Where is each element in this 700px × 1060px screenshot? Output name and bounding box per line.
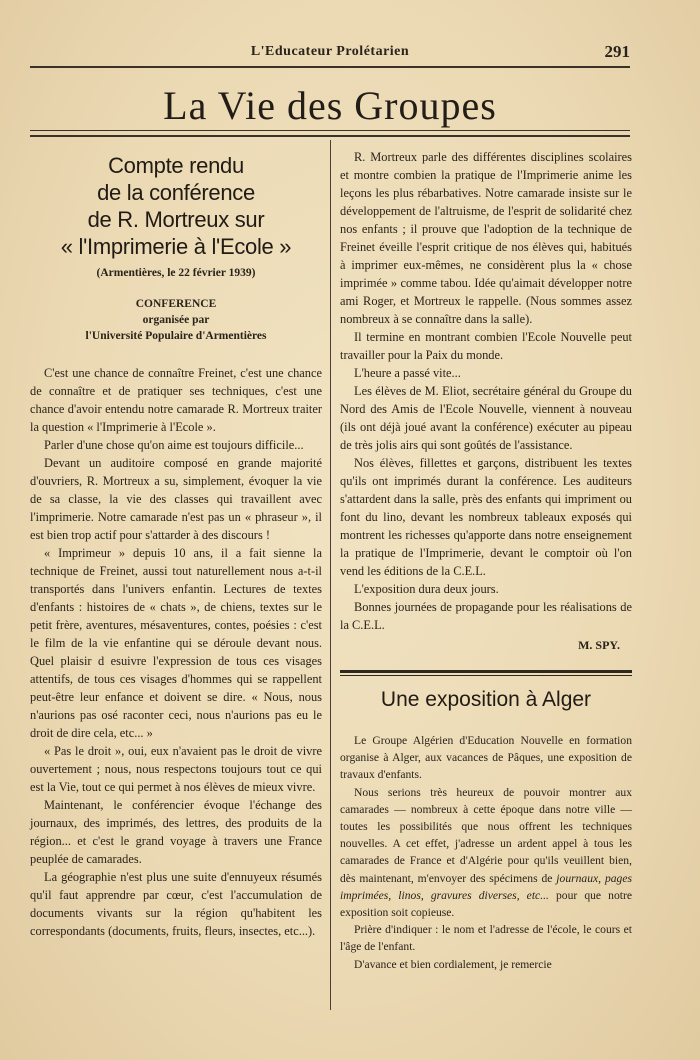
paragraph: Bonnes journées de propagande pour les réalisations de la C.E.L. [340,600,632,632]
exposition-article [340,732,632,973]
running-header [30,40,630,68]
paragraph: Nos élèves, fillettes et garçons, distribuent les textes qu'ils ont imprimés durant la conférence. Les auditeurs s'attardent dans la salle, près des enfants qui impriment ou font du lino, devant les nombreux tableaux exposés qui montrent les richesses qu'apporte dans notre enseignement la pratique de l'Imprimerie, devant le comptoir où l'on vend les éditions de la C.E.L. [340,456,632,578]
conference-heading [30,296,322,344]
paragraph: D'avance et bien cordialement, je remercie [354,957,552,971]
paragraph: « Pas le droit », oui, eux n'avaient pas le droit de vivre ouvertement ; nous, nous respectons toujours tout ce qui est la Vie, tout ce qui permet à nos élèves de mieux vivre. [30,744,322,794]
conference-label: CONFERENCE [135,298,217,310]
left-column [30,148,322,940]
paragraph: « Imprimeur » depuis 10 ans, il a fait sienne la technique de Freinet, aussi tout naturellement nous a-t-il transportés dans l'univers enfantin. Lectures de textes d'enfants : histoires de « chats », de chiens, textes sur le petit frère, aventures, mésaventures, contes, poésies : c'est le film de la vie enfantine qui se déroule devant nous. Quel plaisir d esuivre l'expression de tous ces visages attentifs, de tous ces visages d'hommes qui se rappellent peut-être leur enfance et doivent se dire. « Nous, nous n'aurions pas osé raconter ceci, nous n'aurions pas eu le droit de dire cela, etc... » [30,546,322,740]
journal-name: L'Educateur Prolétarien [250,44,410,59]
paragraph: Les élèves de M. Eliot, secrétaire général du Groupe du Nord des Amis de l'Ecole Nouvelle, viennent à nouveau (ils ont déjà joué avant la conférence) exécuter au pipeau de très jolis airs qui sont goûtés de l'assistance. [340,384,632,452]
signature: M. SPY. [578,638,620,652]
paragraph: L'exposition dura deux jours. [354,582,499,596]
article-title-line: de R. Mortreux sur [87,207,265,232]
paragraph [340,784,632,922]
paragraph: C'est une chance de connaître Freinet, c'est une chance de connaître et de pratiquer ses techniques, c'est une chance d'avoir entendu notre camarade R. Mortreux traiter la question « l'Imprimerie à l'Ecole ». [30,366,322,434]
section-title: La Vie des Groupes [163,83,497,128]
paragraph: Prière d'indiquer : le nom et l'adresse de l'école, le cours et l'âge de l'enfant. [340,923,632,954]
article-separator [340,670,632,676]
paragraph: Maintenant, le conférencier évoque l'échange des journaux, des imprimés, des lettres, des produits de la région... et c'est le grand voyage à travers une France peuplée de camarades. [30,798,322,866]
paragraph: Devant un auditoire composé en grande majorité d'ouvriers, R. Mortreux a su, simplement, évoquer la vie de sa classe, la vie des classes qui travaillent avec l'imprimerie. Notre camarade n'est pas un « phraseur », il est bien trop actif pour s'attarder à des discours ! [30,456,322,542]
page-number: 291 [604,42,630,61]
article-title [30,152,322,260]
conference-organizer: l'Université Populaire d'Armentières [85,330,267,342]
article-title-line: « l'Imprimerie à l'Ecole » [60,234,292,259]
paragraph: Il termine en montrant combien l'Ecole Nouvelle peut travailler pour la Paix du monde. [340,330,632,362]
paragraph-text: pour que notre exposition soit copieuse. [340,888,632,920]
dateline: (Armentières, le 22 février 1939) [96,267,256,279]
column-divider [330,140,331,1010]
paragraph: La géographie n'est plus une suite d'ennuyeux résumés qu'il faut apprendre par cœur, c'est l'accumulation de documents vivants sur la région qu'habitent les correspondants (documents, fruits, fleurs, insectes, etc...). [30,870,322,938]
paragraph: R. Mortreux parle des différentes disciplines scolaires et montre combien la pratique de l'Imprimerie anime les leçons les plus rébarbatives. Notre camarade insiste sur le développement de l'altruisme, de l'esprit de solidarité chez nos enfants ; il prouve que l'adoption de la technique de Freinet éveille l'esprit critique de nos élèves qui, habitués à imprimer eux-mêmes, ne considèrent plus la « chose imprimée » comme tabou. Idée qu'aimait développer notre ami Roger, et Mortreux le rappelle. (Nous sommes assez nombreux à se connaître dans la salle). [340,150,632,326]
article-title: Une exposition à Alger [380,688,592,711]
italic-text: journaux, pages imprimées, linos, gravures diverses, etc... [340,871,632,902]
paragraph: Le Groupe Algérien d'Education Nouvelle en formation organise à Alger, aux vacances de Pâques, une exposition de travaux d'enfants. [340,734,632,782]
paragraph: L'heure a passé vite... [354,366,461,380]
article-title-line: Compte rendu [108,153,244,178]
article-title-line: de la conférence [97,180,255,205]
conference-organizer-line: organisée par [142,314,210,326]
paragraph-text: Nous serions très heureux de pouvoir montrer aux camarades — nombreux à cette époque dans notre ville — toutes les possibilités que nous offrent les techniques nouvelles. A cet effet, j'adresse un ardent appel à tous les camarades de France et d'Algérie pour qu'ils veuillent bien, dès maintenant, m'envoyer des spécimens de [340,785,632,885]
title-rule [30,130,630,137]
right-column [340,148,632,973]
paragraph: Parler d'une chose qu'on aime est toujours difficile... [44,438,304,452]
